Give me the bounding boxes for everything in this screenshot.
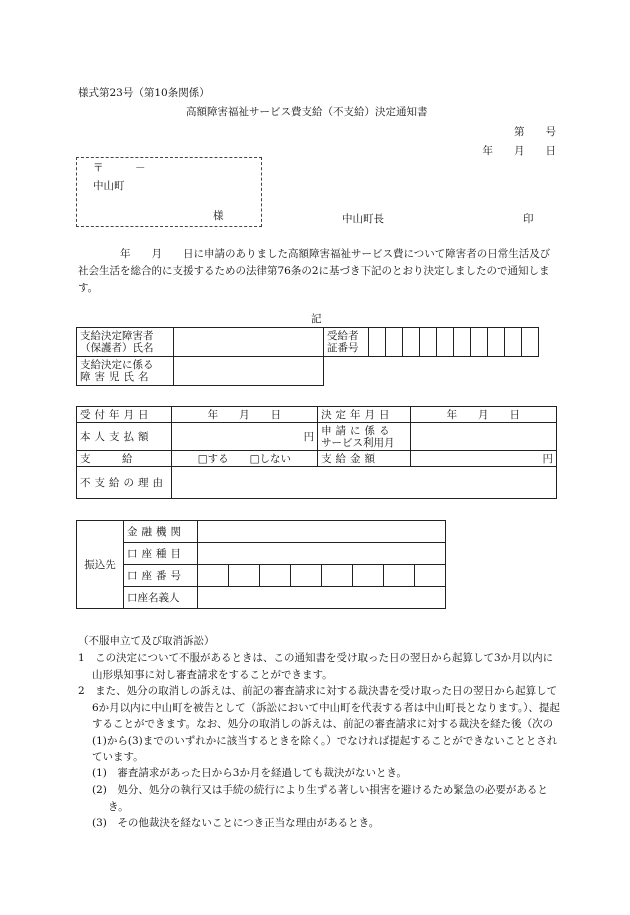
account-holder-field[interactable] bbox=[198, 587, 446, 609]
recipient-label: 支給決定障害者 （保護者）氏名 bbox=[77, 328, 174, 357]
issuer-name: 中山町長 bbox=[342, 213, 384, 225]
seal-mark: 印 bbox=[523, 213, 534, 225]
decision-table bbox=[76, 406, 557, 499]
account-number-label: 口座番号 bbox=[124, 565, 198, 587]
cert-digit[interactable] bbox=[403, 328, 420, 357]
account-digit[interactable] bbox=[260, 565, 291, 587]
recipient-name-field[interactable] bbox=[174, 328, 324, 357]
bank-table bbox=[76, 520, 446, 609]
amount-label: 支給金額 bbox=[318, 451, 411, 467]
account-digit[interactable] bbox=[322, 565, 353, 587]
shikyu-label: 支 給 bbox=[77, 451, 172, 467]
bank-name-field[interactable] bbox=[198, 521, 446, 543]
decision-date-field[interactable]: 年 月 日 bbox=[410, 407, 556, 423]
cert-number-label: 受給者 証番号 bbox=[324, 328, 369, 357]
note-sub-1: (1) 審査請求があった日から3か月を経過しても裁決がないとき。 bbox=[92, 767, 408, 779]
amount-field[interactable]: 円 bbox=[410, 451, 556, 467]
account-type-field[interactable] bbox=[198, 543, 446, 565]
cert-digit[interactable] bbox=[454, 328, 471, 357]
document-number: 第 号 bbox=[514, 126, 556, 138]
service-month-label: 申請に係る サービス利用月 bbox=[318, 423, 411, 451]
form-number: 様式第23号（第10条関係） bbox=[78, 87, 210, 99]
note-sub-2: (2) 処分、処分の執行又は手続の続行により生ずる著しい損害を避けるため緊急の必要があるとき。 bbox=[92, 784, 548, 813]
account-digit[interactable] bbox=[291, 565, 322, 587]
service-month-field[interactable] bbox=[410, 423, 556, 451]
note-item-2: 2 また、処分の取消しの訴えは、前記の審査請求に対する裁決書を受け取った日の翌日から起算して6か月以内に中山町を被告として（訴訟において中山町を代表する者は中山町長となります。）、提起することができます。なお、処分の取消しの訴えは、前記の審査請求に対する裁決を経た後（次の(1)から(3)までのいずれかに該当するときを除く。）でなければ提起することができないこととされています。 bbox=[78, 685, 560, 763]
account-holder-label: 口座名義人 bbox=[124, 587, 198, 609]
ki-heading: 記 bbox=[311, 313, 322, 325]
cert-digit[interactable] bbox=[471, 328, 488, 357]
account-digit[interactable] bbox=[415, 565, 446, 587]
cert-digit[interactable] bbox=[437, 328, 454, 357]
account-digit[interactable] bbox=[384, 565, 415, 587]
child-name-field[interactable] bbox=[174, 357, 324, 386]
cert-digit[interactable] bbox=[505, 328, 522, 357]
document-title: 高額障害福祉サービス費支給（不支給）決定通知書 bbox=[186, 106, 428, 118]
cert-digit[interactable] bbox=[488, 328, 505, 357]
payment-field[interactable]: 円 bbox=[171, 423, 317, 451]
reason-field[interactable] bbox=[171, 467, 556, 499]
bank-section-label: 振込先 bbox=[77, 521, 124, 609]
address-town: 中山町 bbox=[93, 180, 125, 192]
recipient-table bbox=[76, 327, 539, 386]
account-digit[interactable] bbox=[353, 565, 384, 587]
notes-heading: （不服申立て及び取消訴訟） bbox=[78, 635, 215, 647]
bank-name-label: 金融機関 bbox=[124, 521, 198, 543]
body-text: 年 月 日に申請のありました高額障害福祉サービス費について障害者の日常生活及び社会生活を総合的に支援するための法律第76条の2に基づき下記のとおり決定しましたので通知します。 bbox=[78, 248, 551, 294]
account-type-label: 口座種目 bbox=[124, 543, 198, 565]
payment-label: 本人支払額 bbox=[77, 423, 172, 451]
note-item-1: 1 この決定について不服があるときは、この通知書を受け取った日の翌日から起算して3か月以内に山形県知事に対し審査請求をすることができます。 bbox=[78, 652, 554, 681]
shikyu-options[interactable]: □する □しない bbox=[171, 451, 317, 467]
note-sub-3: (3) その他裁決を経ないことにつき正当な理由があるとき。 bbox=[92, 817, 380, 829]
cert-digit[interactable] bbox=[522, 328, 539, 357]
receipt-date-label: 受付年月日 bbox=[77, 407, 172, 423]
account-digit[interactable] bbox=[198, 565, 229, 587]
postal-code: 〒 － bbox=[93, 162, 146, 174]
cert-digit[interactable] bbox=[369, 328, 386, 357]
address-honorific: 様 bbox=[213, 210, 224, 222]
child-label: 支給決定に係る 障害児氏名 bbox=[77, 357, 174, 386]
cert-digit[interactable] bbox=[386, 328, 403, 357]
decision-date-label: 決定年月日 bbox=[318, 407, 411, 423]
cert-digit[interactable] bbox=[420, 328, 437, 357]
reason-label: 不支給の理由 bbox=[77, 467, 172, 499]
document-date: 年 月 日 bbox=[482, 145, 556, 157]
receipt-date-field[interactable]: 年 月 日 bbox=[171, 407, 317, 423]
account-digit[interactable] bbox=[229, 565, 260, 587]
